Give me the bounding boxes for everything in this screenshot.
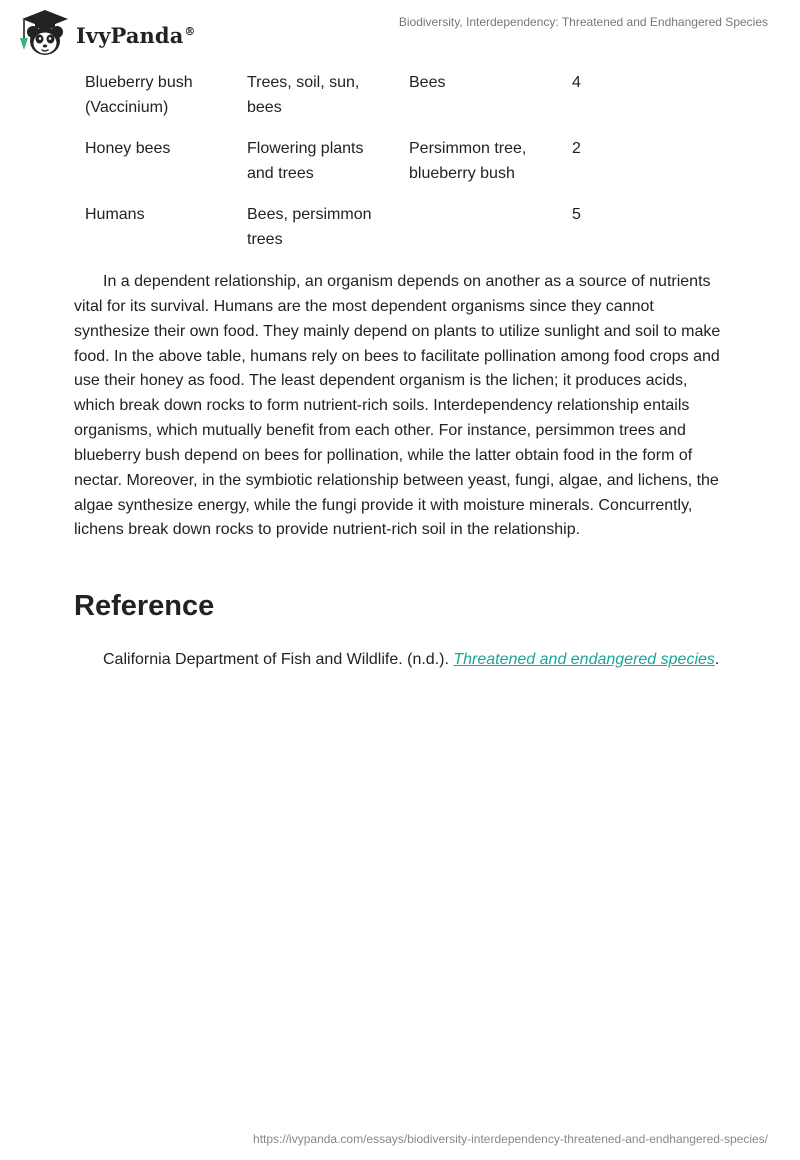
rank-cell: 5 (572, 206, 581, 223)
organism-cell: Blueberry bush (Vaccinium) (85, 74, 193, 116)
reference-link[interactable]: Threatened and endangered species (453, 651, 715, 668)
rank-cell: 2 (572, 140, 581, 157)
reference-heading: Reference (74, 590, 215, 622)
table-row (74, 136, 724, 202)
logo[interactable] (16, 8, 196, 58)
dependency-table (74, 70, 724, 268)
depends-on-cell: Trees, soil, sun, bees (247, 74, 360, 116)
reference-entry (74, 647, 726, 672)
table-row (74, 202, 724, 268)
rank-cell: 4 (572, 74, 581, 91)
depends-on-cell: Flowering plants and trees (247, 140, 364, 182)
reference-prefix: California Department of Fish and Wildlife. (n.d.). (103, 651, 454, 668)
depends-on-cell: Bees, persimmon trees (247, 206, 372, 248)
dependents-cell: Persimmon tree, blueberry bush (409, 140, 527, 182)
footer-url[interactable]: https://ivypanda.com/essays/biodiversity-interdependency-threatened-and-endhangered-species/ (253, 1132, 768, 1146)
document-title: Biodiversity, Interdependency: Threatened and Endhangered Species (398, 15, 768, 29)
organism-cell: Humans (85, 206, 145, 223)
body-paragraph: In a dependent relationship, an organism depends on another as a source of nutrients vital for its survival. Humans are the most dependent organisms since they cannot synthesize their own food. They mainly depend on plants to utilize sunlight and soil to make food. In the above table, humans rely on bees to facilitate pollination among food crops and use their honey as food. The least dependent organism is the lichen; it produces acids, which break down rocks to form nutrient-rich soils. Interdependency relationship entails organisms, which mutually benefit from each other. For instance, persimmon trees and blueberry bush depend on bees for pollination, while the latter obtain food in the form of nectar. Moreover, in the symbiotic relationship between yeast, fungi, algae, and lichens, the algae synthesize energy, while the fungi provide it with moisture minerals. Concurrently, lichens break down rocks to provide nutrient-rich soil in the relationship. (74, 273, 721, 539)
dependents-cell (398, 202, 561, 268)
registered-mark: ® (184, 24, 196, 38)
reference-suffix: . (714, 651, 720, 668)
organism-cell: Honey bees (85, 140, 171, 157)
panda-graduation-cap-icon (16, 8, 74, 58)
table-row (74, 70, 724, 136)
page-header (0, 0, 800, 60)
logo-text (76, 23, 196, 48)
logo-name: IvyPanda (76, 22, 184, 48)
dependents-cell: Bees (409, 74, 446, 91)
